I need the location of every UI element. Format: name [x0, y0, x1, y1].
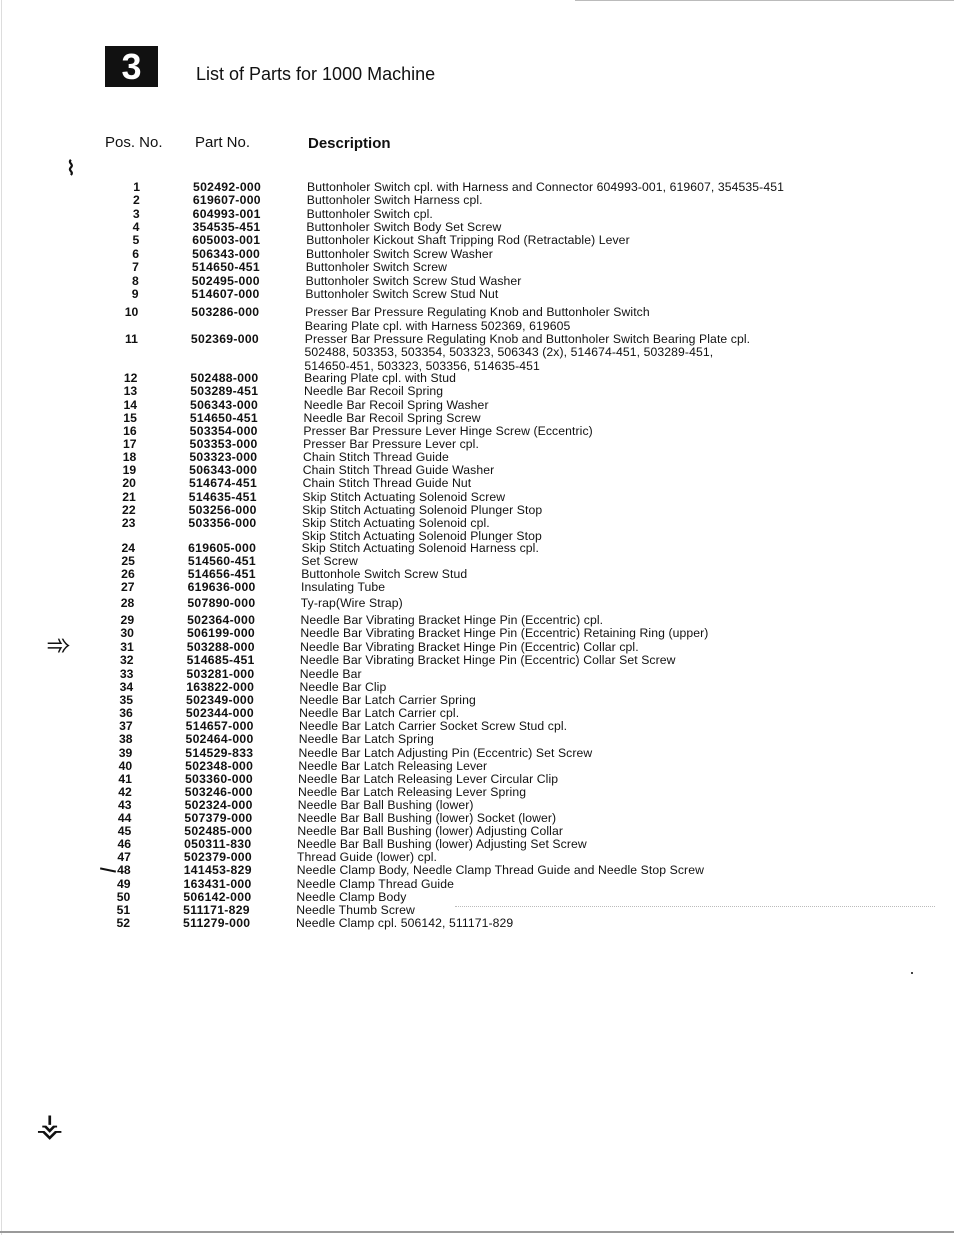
pos-number: 1	[133, 180, 140, 194]
pos-number: 48	[117, 863, 131, 877]
part-number: 163431-000	[183, 877, 252, 891]
part-number: 503289-451	[190, 384, 259, 398]
pos-number: 34	[119, 680, 134, 694]
part-number: 503256-000	[188, 503, 257, 517]
part-description: Needle Bar Recoil Spring Washer	[303, 398, 489, 412]
margin-mark-bottom: ⚶	[36, 1107, 64, 1143]
part-description: Needle Bar Recoil Spring	[303, 384, 444, 398]
part-description: Needle Bar Ball Bushing (lower) Adjusting Collar	[297, 824, 563, 838]
part-description: Presser Bar Pressure Regulating Knob and Buttonholer Switch	[305, 305, 650, 319]
pos-number: 40	[118, 759, 133, 773]
part-description: Needle Clamp Thread Guide	[296, 877, 454, 891]
part-description: Needle Clamp cpl. 506142, 511171-829	[296, 916, 514, 930]
pos-number: 33	[119, 667, 134, 681]
part-description: Set Screw	[301, 554, 358, 568]
parts-row	[0, 720, 954, 733]
part-number: 511279-000	[183, 916, 251, 930]
part-number: 507890-000	[187, 596, 256, 610]
part-number: 503286-000	[191, 305, 260, 319]
part-description: Needle Thumb Screw	[296, 903, 415, 917]
pos-number: 15	[123, 411, 137, 425]
part-number: 502344-000	[185, 706, 254, 720]
part-description: Needle Bar Latch Carrier cpl.	[299, 706, 460, 720]
top-edge-rule	[575, 0, 954, 1]
part-description: Needle Bar Latch Adjusting Pin (Eccentric) Set Screw	[298, 746, 593, 760]
pos-number: 26	[121, 567, 135, 581]
part-description: Needle Bar Latch Releasing Lever Circular Clip	[298, 772, 559, 786]
part-description: Buttonholer Switch cpl. with Harness and Connector 604993-001, 619607, 354535-451	[307, 180, 784, 194]
section-number: 3	[121, 45, 142, 87]
pos-number: 38	[118, 732, 133, 746]
section-number-badge	[105, 46, 158, 87]
part-description: Needle Bar Vibrating Bracket Hinge Pin (Eccentric) Collar cpl.	[300, 640, 639, 654]
pos-number: 36	[119, 706, 133, 720]
parts-row	[0, 568, 954, 581]
part-description: Buttonholer Switch Screw Stud Washer	[305, 274, 522, 288]
part-number: 502485-000	[184, 824, 253, 838]
pos-number: 14	[123, 398, 138, 412]
parts-row	[0, 681, 954, 694]
pos-number: 44	[117, 811, 132, 825]
part-description: Needle Bar Latch Releasing Lever	[298, 759, 488, 773]
part-description: Needle Bar Vibrating Bracket Hinge Pin (Eccentric) Collar Set Screw	[299, 653, 676, 667]
parts-row	[0, 733, 954, 746]
part-number: 511171-829	[183, 903, 250, 917]
part-number: 514560-451	[187, 554, 256, 568]
part-description: Buttonholer Switch Harness cpl.	[306, 193, 483, 207]
part-description: Needle Bar Ball Bushing (lower)	[297, 798, 474, 812]
part-number: 503360-000	[184, 772, 254, 786]
pos-number: 41	[118, 772, 132, 786]
part-number: 506343-000	[190, 398, 259, 412]
parts-row	[0, 597, 954, 610]
part-description: Needle Bar Latch Carrier Socket Screw Stud cpl.	[298, 719, 568, 733]
pos-number: 30	[120, 626, 134, 640]
pos-number: 17	[122, 437, 137, 451]
part-description: Buttonholer Switch Screw Stud Nut	[305, 287, 499, 301]
stray-dotted-marks	[455, 906, 935, 907]
part-description: Buttonholer Switch Screw Washer	[305, 247, 493, 261]
parts-row	[0, 464, 954, 477]
pos-number: 49	[116, 877, 131, 891]
pos-number: 13	[123, 384, 138, 398]
part-number: 514674-451	[188, 476, 258, 490]
part-description: Presser Bar Pressure Lever cpl.	[303, 437, 479, 451]
part-number: 514685-451	[186, 653, 255, 667]
parts-row	[0, 654, 954, 667]
pos-number: 4	[132, 220, 140, 234]
part-number: 503246-000	[184, 785, 253, 799]
part-description: Needle Bar	[299, 667, 362, 681]
pos-number: 21	[122, 490, 136, 504]
part-description: Needle Bar Vibrating Bracket Hinge Pin (Eccentric) cpl.	[300, 613, 604, 627]
part-number: 506142-000	[183, 890, 252, 904]
part-description: Bearing Plate cpl. with Stud	[304, 371, 456, 385]
pos-number: 50	[116, 890, 131, 904]
part-number: 502495-000	[191, 274, 260, 288]
pos-number: 18	[122, 450, 137, 464]
part-number: 050311-830	[184, 837, 252, 851]
margin-mark-top: ⌇	[66, 158, 76, 180]
part-description: Needle Clamp Body	[296, 890, 407, 904]
part-description: Needle Bar Latch Releasing Lever Spring	[297, 785, 527, 799]
pos-number: 3	[132, 207, 140, 221]
pos-number: 25	[121, 554, 135, 568]
part-number: 503354-000	[189, 424, 258, 438]
part-description: Needle Bar Latch Spring	[298, 732, 434, 746]
part-number: 514635-451	[188, 490, 257, 504]
part-description: Skip Stitch Actuating Solenoid cpl.	[301, 516, 490, 530]
parts-row	[0, 438, 954, 451]
part-number: 506343-000	[192, 247, 261, 261]
part-number: 502369-000	[190, 332, 259, 346]
pos-number: 5	[132, 233, 140, 247]
part-description: Bearing Plate cpl. with Harness 502369, 619605	[304, 319, 571, 333]
part-description: 502488, 503353, 503354, 503323, 506343 (2x), 514674-451, 503289-451,	[304, 345, 714, 359]
part-number: 514607-000	[191, 287, 260, 301]
part-number: 163822-000	[186, 680, 255, 694]
pos-number: 28	[120, 596, 135, 610]
parts-row	[0, 372, 954, 385]
parts-row	[0, 385, 954, 398]
parts-row	[0, 288, 954, 301]
part-description: Presser Bar Pressure Regulating Knob and Buttonholer Switch Bearing Plate cpl.	[304, 332, 751, 346]
parts-row	[0, 477, 954, 490]
part-number: 503356-000	[188, 516, 257, 530]
part-description: Insulating Tube	[301, 580, 386, 594]
parts-row	[0, 306, 954, 319]
pos-number: 9	[131, 287, 139, 301]
parts-row	[0, 668, 954, 681]
pos-number: 22	[122, 503, 136, 517]
pos-number: 11	[125, 332, 138, 346]
pos-number: 42	[118, 785, 132, 799]
parts-row	[0, 346, 954, 359]
pos-number: 10	[124, 305, 139, 319]
column-header-part: Part No.	[195, 134, 251, 151]
pos-number: 6	[132, 247, 140, 261]
part-description: Buttonhole Switch Screw Stud	[301, 567, 468, 581]
column-header-pos: Pos. No.	[105, 134, 163, 151]
part-description: Needle Bar Clip	[299, 680, 387, 694]
part-number: 503288-000	[186, 640, 255, 654]
pos-number: 2	[133, 193, 140, 207]
parts-row	[0, 555, 954, 568]
part-number: 502364-000	[187, 613, 256, 627]
part-number: 503281-000	[186, 667, 255, 681]
part-number: 619607-000	[192, 193, 261, 207]
pos-number: 16	[123, 424, 137, 438]
parts-row	[0, 878, 954, 891]
part-description: Skip Stitch Actuating Solenoid Harness cpl.	[301, 541, 539, 555]
pos-number: 29	[120, 613, 135, 627]
pos-number: 20	[122, 476, 136, 490]
parts-row	[0, 917, 954, 930]
part-number: 605003-001	[192, 233, 261, 247]
margin-mark-middle: ➾	[46, 629, 72, 662]
pos-number: 52	[116, 916, 130, 930]
pos-number: 37	[119, 719, 133, 733]
pos-number: 31	[120, 640, 134, 654]
part-description: Buttonholer Kickout Shaft Tripping Rod (Retractable) Lever	[306, 233, 630, 247]
parts-row	[0, 891, 954, 904]
parts-row	[0, 248, 954, 261]
part-description: Needle Bar Ball Bushing (lower) Adjusting Set Screw	[297, 837, 587, 851]
stray-dot	[911, 972, 913, 974]
part-description: Presser Bar Pressure Lever Hinge Screw (Eccentric)	[303, 424, 593, 438]
part-number: 502379-000	[183, 850, 252, 864]
part-description: Skip Stitch Actuating Solenoid Plunger Stop	[302, 503, 543, 517]
part-description: Chain Stitch Thread Guide Nut	[302, 476, 472, 490]
part-description: Thread Guide (lower) cpl.	[296, 850, 437, 864]
pos-number: 19	[122, 463, 137, 477]
part-number: 502324-000	[184, 798, 253, 812]
part-number: 503353-000	[189, 437, 258, 451]
part-description: Needle Bar Vibrating Bracket Hinge Pin (Eccentric) Retaining Ring (upper)	[300, 626, 709, 640]
part-number: 619636-000	[187, 580, 256, 594]
part-number: 514529-833	[185, 746, 254, 760]
parts-row	[0, 627, 954, 640]
parts-row	[0, 581, 954, 594]
page-title: List of Parts for 1000 Machine	[196, 64, 436, 84]
pos-number: 32	[120, 653, 134, 667]
pos-number: 27	[121, 580, 135, 594]
part-description: Skip Stitch Actuating Solenoid Screw	[302, 490, 506, 504]
part-description: Buttonholer Switch cpl.	[306, 207, 433, 221]
parts-row	[0, 194, 954, 207]
part-number: 604993-001	[192, 207, 261, 221]
part-number: 514657-000	[185, 719, 254, 733]
parts-row	[0, 838, 954, 851]
part-description: Needle Clamp Body, Needle Clamp Thread Guide and Needle Stop Screw	[296, 863, 704, 877]
pos-number: 43	[118, 798, 132, 812]
pos-number: 12	[123, 371, 138, 385]
part-description: Skip Stitch Actuating Solenoid Plunger Stop	[301, 529, 542, 543]
parts-row	[0, 542, 954, 555]
parts-row	[0, 864, 954, 877]
pos-number: 7	[132, 260, 139, 274]
part-description: Buttonholer Switch Body Set Screw	[306, 220, 502, 234]
part-description: Buttonholer Switch Screw	[305, 260, 448, 274]
part-number: 506199-000	[186, 626, 255, 640]
pos-number: 51	[116, 903, 131, 917]
part-number: 141453-829	[183, 863, 252, 877]
part-number: 502492-000	[193, 180, 262, 194]
parts-row	[0, 786, 954, 799]
part-number: 502464-000	[185, 732, 254, 746]
part-number: 502349-000	[186, 693, 255, 707]
part-description: Needle Bar Recoil Spring Screw	[303, 411, 481, 425]
parts-row	[0, 261, 954, 274]
part-description: Chain Stitch Thread Guide Washer	[302, 463, 495, 477]
pos-number: 39	[118, 746, 133, 760]
part-number: 514650-451	[191, 260, 260, 274]
pos-number: 35	[119, 693, 134, 707]
part-number: 502488-000	[190, 371, 259, 385]
part-description: 514650-451, 503323, 503356, 514635-451	[304, 359, 540, 373]
part-number: 507379-000	[184, 811, 253, 825]
part-number: 506343-000	[189, 463, 258, 477]
pos-number: 47	[117, 850, 131, 864]
part-number: 514650-451	[189, 411, 258, 425]
bottom-edge-rule	[0, 1231, 954, 1233]
pos-number: 24	[121, 541, 136, 555]
parts-row	[0, 234, 954, 247]
pos-number: 8	[131, 274, 139, 288]
part-number: 503323-000	[189, 450, 258, 464]
pos-number: 23	[121, 516, 136, 530]
column-header-description: Description	[308, 135, 391, 152]
part-number: 619605-000	[188, 541, 257, 555]
part-number: 502348-000	[185, 759, 254, 773]
part-description: Chain Stitch Thread Guide	[302, 450, 449, 464]
pos-number: 46	[117, 837, 132, 851]
pos-number: 45	[117, 824, 132, 838]
part-description: Needle Bar Ball Bushing (lower) Socket (lower)	[297, 811, 557, 825]
part-number: 514656-451	[187, 567, 256, 581]
part-description: Needle Bar Latch Carrier Spring	[299, 693, 476, 707]
part-description: Ty-rap(Wire Strap)	[300, 596, 403, 610]
parts-row	[0, 694, 954, 707]
part-number: 354535-451	[192, 220, 261, 234]
